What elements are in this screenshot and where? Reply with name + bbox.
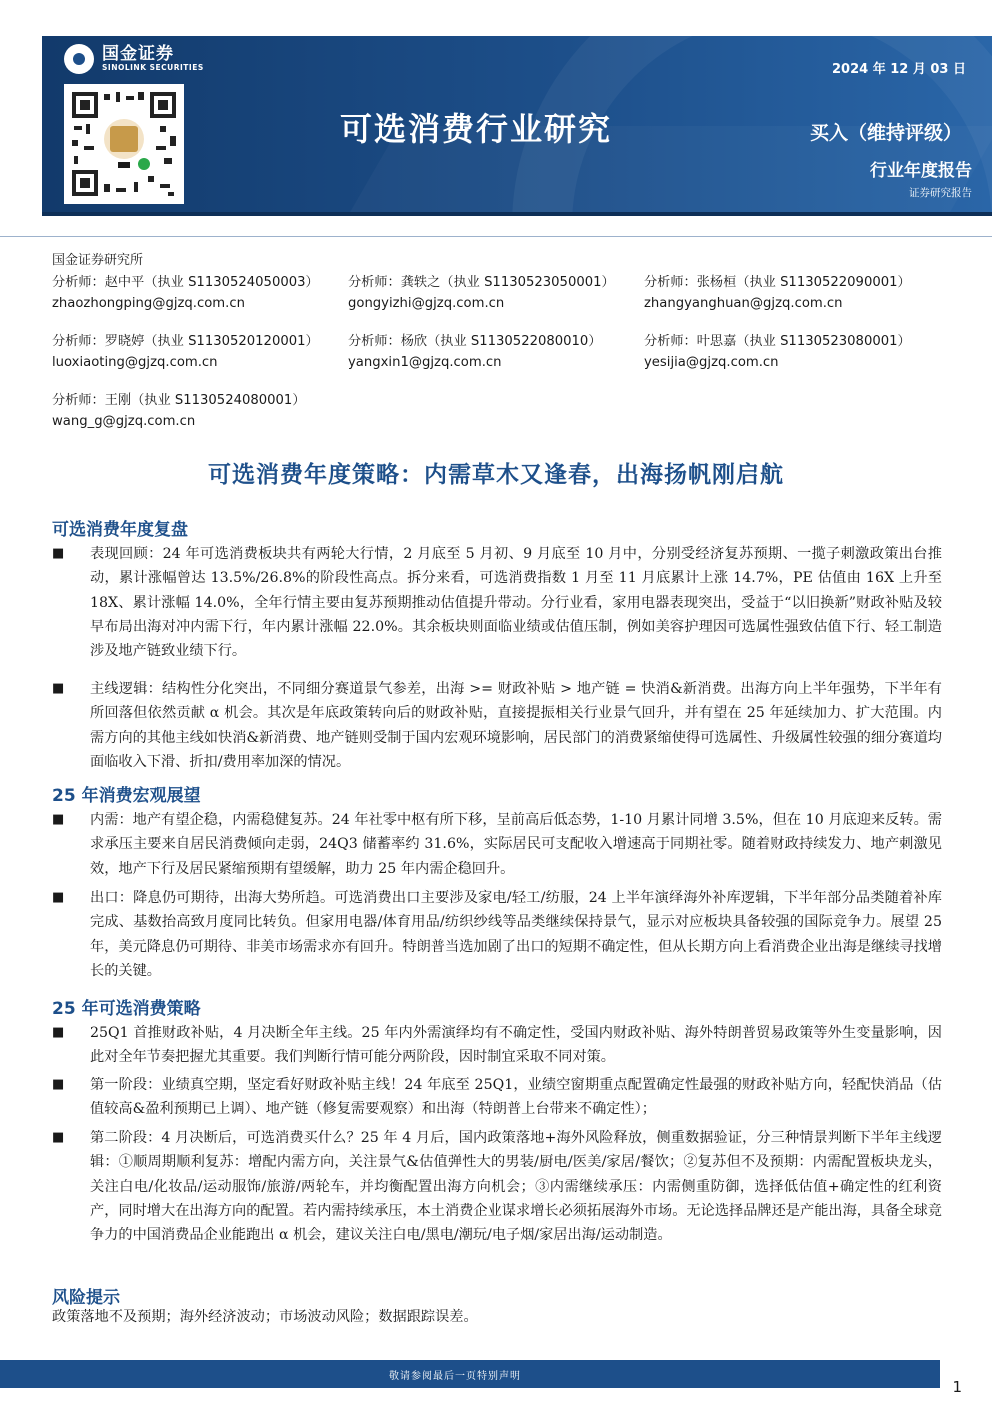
bullet-text: 出口：降息仍可期待，出海大势所趋。可选消费出口主要涉及家电/轻工/纺服，24 上半年演绎海外补库逻辑，下半年部分品类随着补库完成、基数抬高致月度同比转负。但家用电器/体育用品/纺织纱线等品类继续保持景气，显示对应板块具备较强的国际竞争力。展望 25 年，美元降息仍可期待、非美市场需求亦有回升。特朗普当选加剧了出口的短期不确定性，但从长期方向上看消费企业出海是继续寻找增长的关键。 xyxy=(90,890,942,979)
banner-bottom-bar xyxy=(42,212,992,216)
bullet-paragraph xyxy=(52,886,942,983)
analyst-name: 分析师：龚轶之（执业 S1130523050001） xyxy=(348,275,615,290)
analyst-card xyxy=(644,272,944,314)
qr-code-icon xyxy=(64,84,184,204)
institute-name: 国金证券研究所 xyxy=(52,253,144,268)
bullet-square-icon: ■ xyxy=(52,812,65,827)
analyst-email[interactable]: yangxin1@gjzq.com.cn xyxy=(348,355,502,370)
bullet-paragraph xyxy=(52,677,942,774)
bullet-paragraph xyxy=(52,1126,942,1247)
analyst-name: 分析师：张杨桓（执业 S1130522090001） xyxy=(644,275,911,290)
analyst-card xyxy=(52,272,352,314)
bullet-paragraph xyxy=(52,542,942,663)
section-heading: 可选消费年度复盘 xyxy=(52,520,188,540)
rating-badge: 买入（维持评级） xyxy=(809,122,962,144)
analyst-email[interactable]: wang_g@gjzq.com.cn xyxy=(52,414,196,429)
logo-mark-icon xyxy=(64,44,94,74)
bullet-square-icon: ■ xyxy=(52,1077,65,1092)
page-number: 1 xyxy=(952,1378,962,1396)
bullet-square-icon: ■ xyxy=(52,546,65,561)
strategy-title: 可选消费年度策略：内需草木又逢春，出海扬帆刚启航 xyxy=(208,462,784,488)
bullet-text: 第二阶段：4 月决断后，可选消费买什么？25 年 4 月后，国内政策落地+海外风险释放，侧重数据验证，分三种情景判断下半年主线逻辑：①顺周期顺利复苏：增配内需方向，关注景气&估值弹性大的男装/厨电/医美/家居/餐饮；②复苏但不及预期：内需配置板块龙头，关注白电/化妆品/运动服饰/旅游/两轮车，并均衡配置出海方向机会；③内需继续承压：内需侧重防御，选择低估值+确定性的红利资产，同时增大在出海方向的配置。若内需持续承压，本土消费企业谋求增长必须拓展海外市场。无论选择品牌还是产能出海，具备全球竞争力的中国消费品企业能跑出 α 机会，建议关注白电/黑电/潮玩/电子烟/家居出海/运动制造。 xyxy=(90,1130,942,1244)
bullet-square-icon: ■ xyxy=(52,1130,65,1145)
analyst-card xyxy=(52,331,352,373)
report-date: 2024 年 12 月 03 日 xyxy=(832,62,966,77)
divider xyxy=(0,236,992,237)
bullet-paragraph xyxy=(52,1073,942,1122)
bullet-square-icon: ■ xyxy=(52,1025,65,1040)
report-type: 行业年度报告 xyxy=(870,161,972,181)
bullet-text: 25Q1 首推财政补贴，4 月决断全年主线。25 年内外需演绎均有不确定性，受国内财政补贴、海外特朗普贸易政策等外生变量影响，因此对全年节奏把握尤其重要。我们判断行情可能分两阶段，因时制宜采取不同对策。 xyxy=(90,1025,942,1066)
analyst-email[interactable]: gongyizhi@gjzq.com.cn xyxy=(348,296,505,311)
company-logo xyxy=(64,44,204,74)
bullet-paragraph xyxy=(52,808,942,881)
analyst-name: 分析师：罗晓婷（执业 S1130520120001） xyxy=(52,334,319,349)
section-heading: 25 年可选消费策略 xyxy=(52,999,201,1019)
footer-disclaimer: 敬请参阅最后一页特别声明 xyxy=(389,1371,521,1382)
bullet-text: 第一阶段：业绩真空期，坚定看好财政补贴主线！24 年底至 25Q1，业绩空窗期重点配置确定性最强的财政补贴方向，轻配快消品（估值较高&盈利预期已上调）、地产链（修复需要观察）和出海（特朗普上台带来不确定性）； xyxy=(90,1077,942,1118)
page-title: 可选消费行业研究 xyxy=(340,110,613,148)
risk-text: 政策落地不及预期；海外经济波动；市场波动风险；数据跟踪误差。 xyxy=(52,1309,478,1325)
analyst-email[interactable]: zhangyanghuan@gjzq.com.cn xyxy=(644,296,843,311)
analyst-card xyxy=(52,390,352,432)
bullet-square-icon: ■ xyxy=(52,681,65,696)
bullet-paragraph xyxy=(52,1021,942,1070)
analyst-card xyxy=(644,331,944,373)
analyst-email[interactable]: luoxiaoting@gjzq.com.cn xyxy=(52,355,218,370)
analyst-card xyxy=(348,272,648,314)
report-kind: 证券研究报告 xyxy=(909,187,972,199)
logo-en: SINOLINK SECURITIES xyxy=(102,62,204,72)
analyst-name: 分析师：赵中平（执业 S1130524050003） xyxy=(52,275,319,290)
logo-cn: 国金证券 xyxy=(102,44,174,65)
analyst-email[interactable]: zhaozhongping@gjzq.com.cn xyxy=(52,296,245,311)
analyst-email[interactable]: yesijia@gjzq.com.cn xyxy=(644,355,779,370)
section-heading: 风险提示 xyxy=(52,1288,120,1308)
analyst-name: 分析师：杨欣（执业 S1130522080010） xyxy=(348,334,602,349)
section-heading: 25 年消费宏观展望 xyxy=(52,786,201,806)
bullet-text: 表现回顾：24 年可选消费板块共有两轮大行情，2 月底至 5 月初、9 月底至 10 月中，分别受经济复苏预期、一揽子刺激政策出台推动，累计涨幅曾达 13.5%/26.8%的阶段性高点。拆分来看，可选消费指数 1 月至 11 月底累计上涨 14.7%，PE 估值由 16X 上升至 18X、累计涨幅 14.0%，全年行情主要由复苏预期推动估值提升带动。分行业看，家用电器表现突出，受益于“以旧换新”财政补贴及较早布局出海对冲内需下行，年内累计涨幅 22.0%。其余板块则面临业绩或估值压制，例如美容护理因可选属性强致估值下行、轻工制造涉及地产链致业绩下行。 xyxy=(90,546,942,660)
analyst-name: 分析师：王刚（执业 S1130524080001） xyxy=(52,393,306,408)
bullet-text: 内需：地产有望企稳，内需稳健复苏。24 年社零中枢有所下移，呈前高后低态势，1-10 月累计同增 3.5%，但在 10 月底迎来反转。需求承压主要来自居民消费倾向走弱，24Q3 储蓄率约 31.6%，实际居民可支配收入增速高于同期社零。随着财政持续发力、地产刺激见效，地产下行及居民紧缩预期有望缓解，助力 25 年内需企稳回升。 xyxy=(90,812,942,877)
bullet-text: 主线逻辑：结构性分化突出，不同细分赛道景气参差，出海 >= 财政补贴 > 地产链 = 快消&新消费。出海方向上半年强势，下半年有所回落但依然贡献 α 机会。其次是年底政策转向后的财政补贴，直接提振相关行业景气回升，并有望在 25 年延续加力、扩大范围。内需方向的其他主线如快消&新消费、地产链则受制于国内宏观环境影响，居民部门的消费紧缩使得可选属性、升级属性较强的细分赛道均面临收入下滑、折扣/费用率加深的情况。 xyxy=(90,681,942,770)
bullet-square-icon: ■ xyxy=(52,890,65,905)
analyst-card xyxy=(348,331,648,373)
analyst-name: 分析师：叶思嘉（执业 S1130523080001） xyxy=(644,334,911,349)
